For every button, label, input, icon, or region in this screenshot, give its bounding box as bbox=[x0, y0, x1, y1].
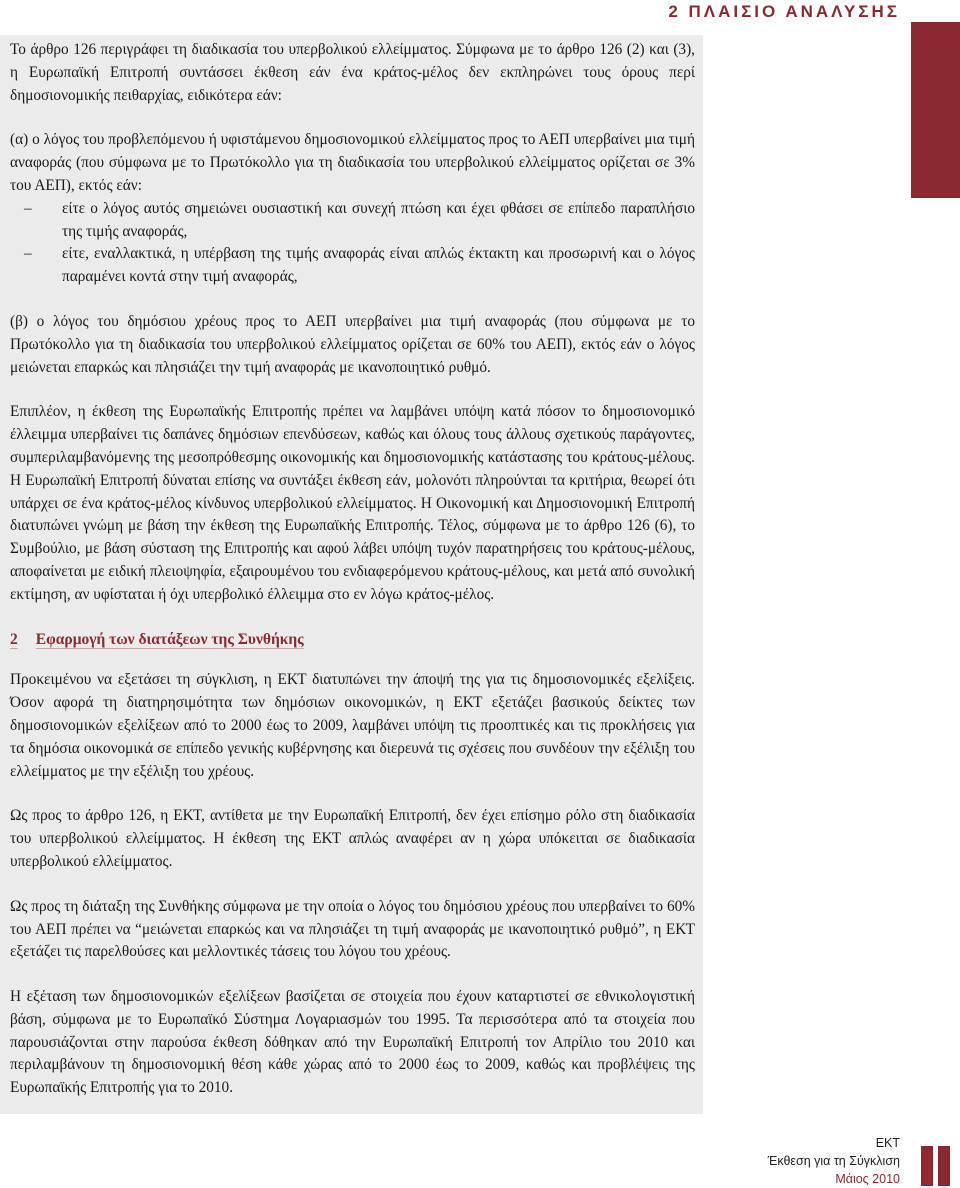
body-paragraph: Η εξέταση των δημοσιονομικών εξελίξεων βασίζεται σε στοιχεία που έχουν καταρτιστεί σε εθνικολογιστική βάση, σύμφωνα με το Ευρωπαϊκό Σύστημα Λογαριασμών του 1995. Τα περισσότερα από τα στοιχεία που παρουσιάζονται στην παρούσα έκθεση δόθηκαν από την Ευρωπαϊκή Επιτροπή τον Απρίλιο του 2010 και περιλαμβάνουν τη δημοσιονομική θέση κάθε χώρας από το 2000 έως το 2009, καθώς και προβλέψεις της Ευρωπαϊκής Επιτροπής για το 2010. bbox=[10, 988, 695, 1097]
footer-publication: Έκθεση για τη Σύγκλιση bbox=[767, 1154, 900, 1168]
criterion-b: (β) ο λόγος του δημόσιου χρέους προς το ΑΕΠ υπερβαίνει μια τιμή αναφοράς (που σύμφωνα με το Πρωτόκολλο για τη διαδικασία του υπερβολικού ελλείμματος ορίζεται σε 60% του ΑΕΠ), εκτός εάν ο λόγος μειώνεται επαρκώς και πλησιάζει την τιμή αναφοράς με ικανοποιητικό ρυθμό. bbox=[10, 312, 695, 376]
intro-paragraph: Το άρθρο 126 περιγράφει τη διαδικασία του υπερβολικού ελλείμματος. Σύμφωνα με το άρθρο 126 (2) και (3), η Ευρωπαϊκή Επιτροπή συντάσσει έκθεση εάν ένα κράτος-μέλος δεν εκπληρώνει τους όρους περί δημοσιονομικής πειθαρχίας, ειδικότερα εάν: bbox=[10, 41, 695, 104]
footer-date: Μάιος 2010 bbox=[835, 1172, 900, 1186]
body-paragraph: Ως προς το άρθρο 126, η ΕΚΤ, αντίθετα με την Ευρωπαϊκή Επιτροπή, δεν έχει επίσημο ρόλο στη διαδικασία του υπερβολικού ελλείμματος. Η έκθεση της ΕΚΤ απλώς αναφέρει αν η χώρα υπόκειται σε διαδικασία υπερβολικού ελλείμματος. bbox=[10, 807, 695, 870]
criterion-a-sublist bbox=[10, 198, 695, 289]
body-paragraph: Ως προς τη διάταξη της Συνθήκης σύμφωνα με την οποία ο λόγος του δημόσιου χρέους που υπερβαίνει το 60% του ΑΕΠ πρέπει να “μειώνεται επαρκώς και να πλησιάζει τη τιμή αναφοράς με ικανοποιητικό ρυθμό”, η ΕΚΤ εξετάζει τις παρελθούσες και μελλοντικές τάσεις του λόγου του χρέους. bbox=[10, 897, 695, 961]
dash-bullet: – bbox=[24, 199, 32, 217]
body-paragraph: Προκειμένου να εξετάσει τη σύγκλιση, η ΕΚΤ διατυπώνει την άποψή της για τις δημοσιονομικές εξελίξεις. Όσον αφορά τη διατηρησιμότητα των δημόσιων οικονομικών, η ΕΚΤ εξετάζει βασικούς δείκτες των δημοσιονομικών εξελίξεων από το 2000 έως το 2009, λαμβάνει υπόψη τις προοπτικές και τις προκλήσεις για τα δημόσια οικονομικά σε επίπεδο γενικής κυβέρνησης και διερευνά τις σχέσεις που συνδέουν την εξέλιξη του ελλείμματος με την εξέλιξη του χρέους. bbox=[10, 671, 695, 780]
list-item-text: είτε ο λόγος αυτός σημειώνει ουσιαστική και συνεχή πτώση και έχει φθάσει σε επίπεδο παραπλήσιο της τιμής αναφοράς, bbox=[62, 199, 695, 240]
section-heading bbox=[10, 629, 695, 652]
section-header-label: 2 ΠΛΑΙΣΙΟ ΑΝΑΛΥΣΗΣ bbox=[668, 2, 900, 21]
page-footer bbox=[768, 1134, 900, 1188]
list-item-text: είτε, εναλλακτικά, η υπέρβαση της τιμής αναφοράς είναι απλώς έκτακτη και προσωρινή και ο λόγος παραμένει κοντά στην τιμή αναφοράς, bbox=[62, 245, 695, 286]
list-item bbox=[10, 198, 695, 244]
side-accent-bar bbox=[911, 22, 960, 198]
footer-logo bbox=[911, 1138, 960, 1186]
section-number: 2 bbox=[10, 630, 18, 648]
footer-org: ΕΚΤ bbox=[875, 1136, 900, 1150]
list-item bbox=[10, 243, 695, 289]
logo-bar bbox=[938, 1146, 950, 1186]
dash-bullet: – bbox=[24, 245, 32, 263]
further-paragraph: Επιπλέον, η έκθεση της Ευρωπαϊκής Επιτροπής πρέπει να λαμβάνει υπόψη κατά πόσον το δημοσιονομικό έλλειμμα υπερβαίνει τις δαπάνες δημόσιων επενδύσεων, καθώς και όλους τους άλλους σχετικούς παράγοντες, συμπεριλαμβανόμενης της μεσοπρόθεσμης οικονομικής και δημοσιονομικής κατάστασης του κράτους-μέλους. Η Ευρωπαϊκή Επιτροπή δύναται επίσης να συντάξει έκθεση εάν, μολονότι πληρούνται τα κριτήρια, θεωρεί ότι υπάρχει σε ένα κράτος-μέλος κίνδυνος υπερβολικού ελλείμματος. Η Οικονομική και Δημοσιονομική Επιτροπή διατυπώνει γνώμη με βάση την έκθεση της Ευρωπαϊκής Επιτροπής. Τέλος, σύμφωνα με το άρθρο 126 (6), το Συμβούλιο, με βάση σύσταση της Επιτροπής και αφού λάβει υπόψη τυχόν παρατηρήσεις του κράτους-μέλους, αποφαίνεται με ειδική πλειοψηφία, εξαιρουμένου του ενδιαφερόμενου κράτους-μέλους, και μετά από συνολική εκτίμηση, αν υφίσταται ή όχι υπερβολικό έλλειμμα στο εν λόγω κράτος-μέλος. bbox=[10, 403, 695, 603]
logo-bar bbox=[921, 1146, 933, 1186]
criterion-a: (α) ο λόγος του προβλεπόμενου ή υφιστάμενου δημοσιονομικού ελλείμματος προς το ΑΕΠ υπερβαίνει μια τιμή αναφοράς (που σύμφωνα με το Πρωτόκολλο για τη διαδικασία του υπερβολικού ελλείμματος ορίζεται σε 3% του ΑΕΠ), εκτός εάν: bbox=[10, 131, 695, 194]
document-body bbox=[10, 39, 695, 1122]
section-title: Εφαρμογή των διατάξεων της Συνθήκης bbox=[35, 630, 304, 648]
